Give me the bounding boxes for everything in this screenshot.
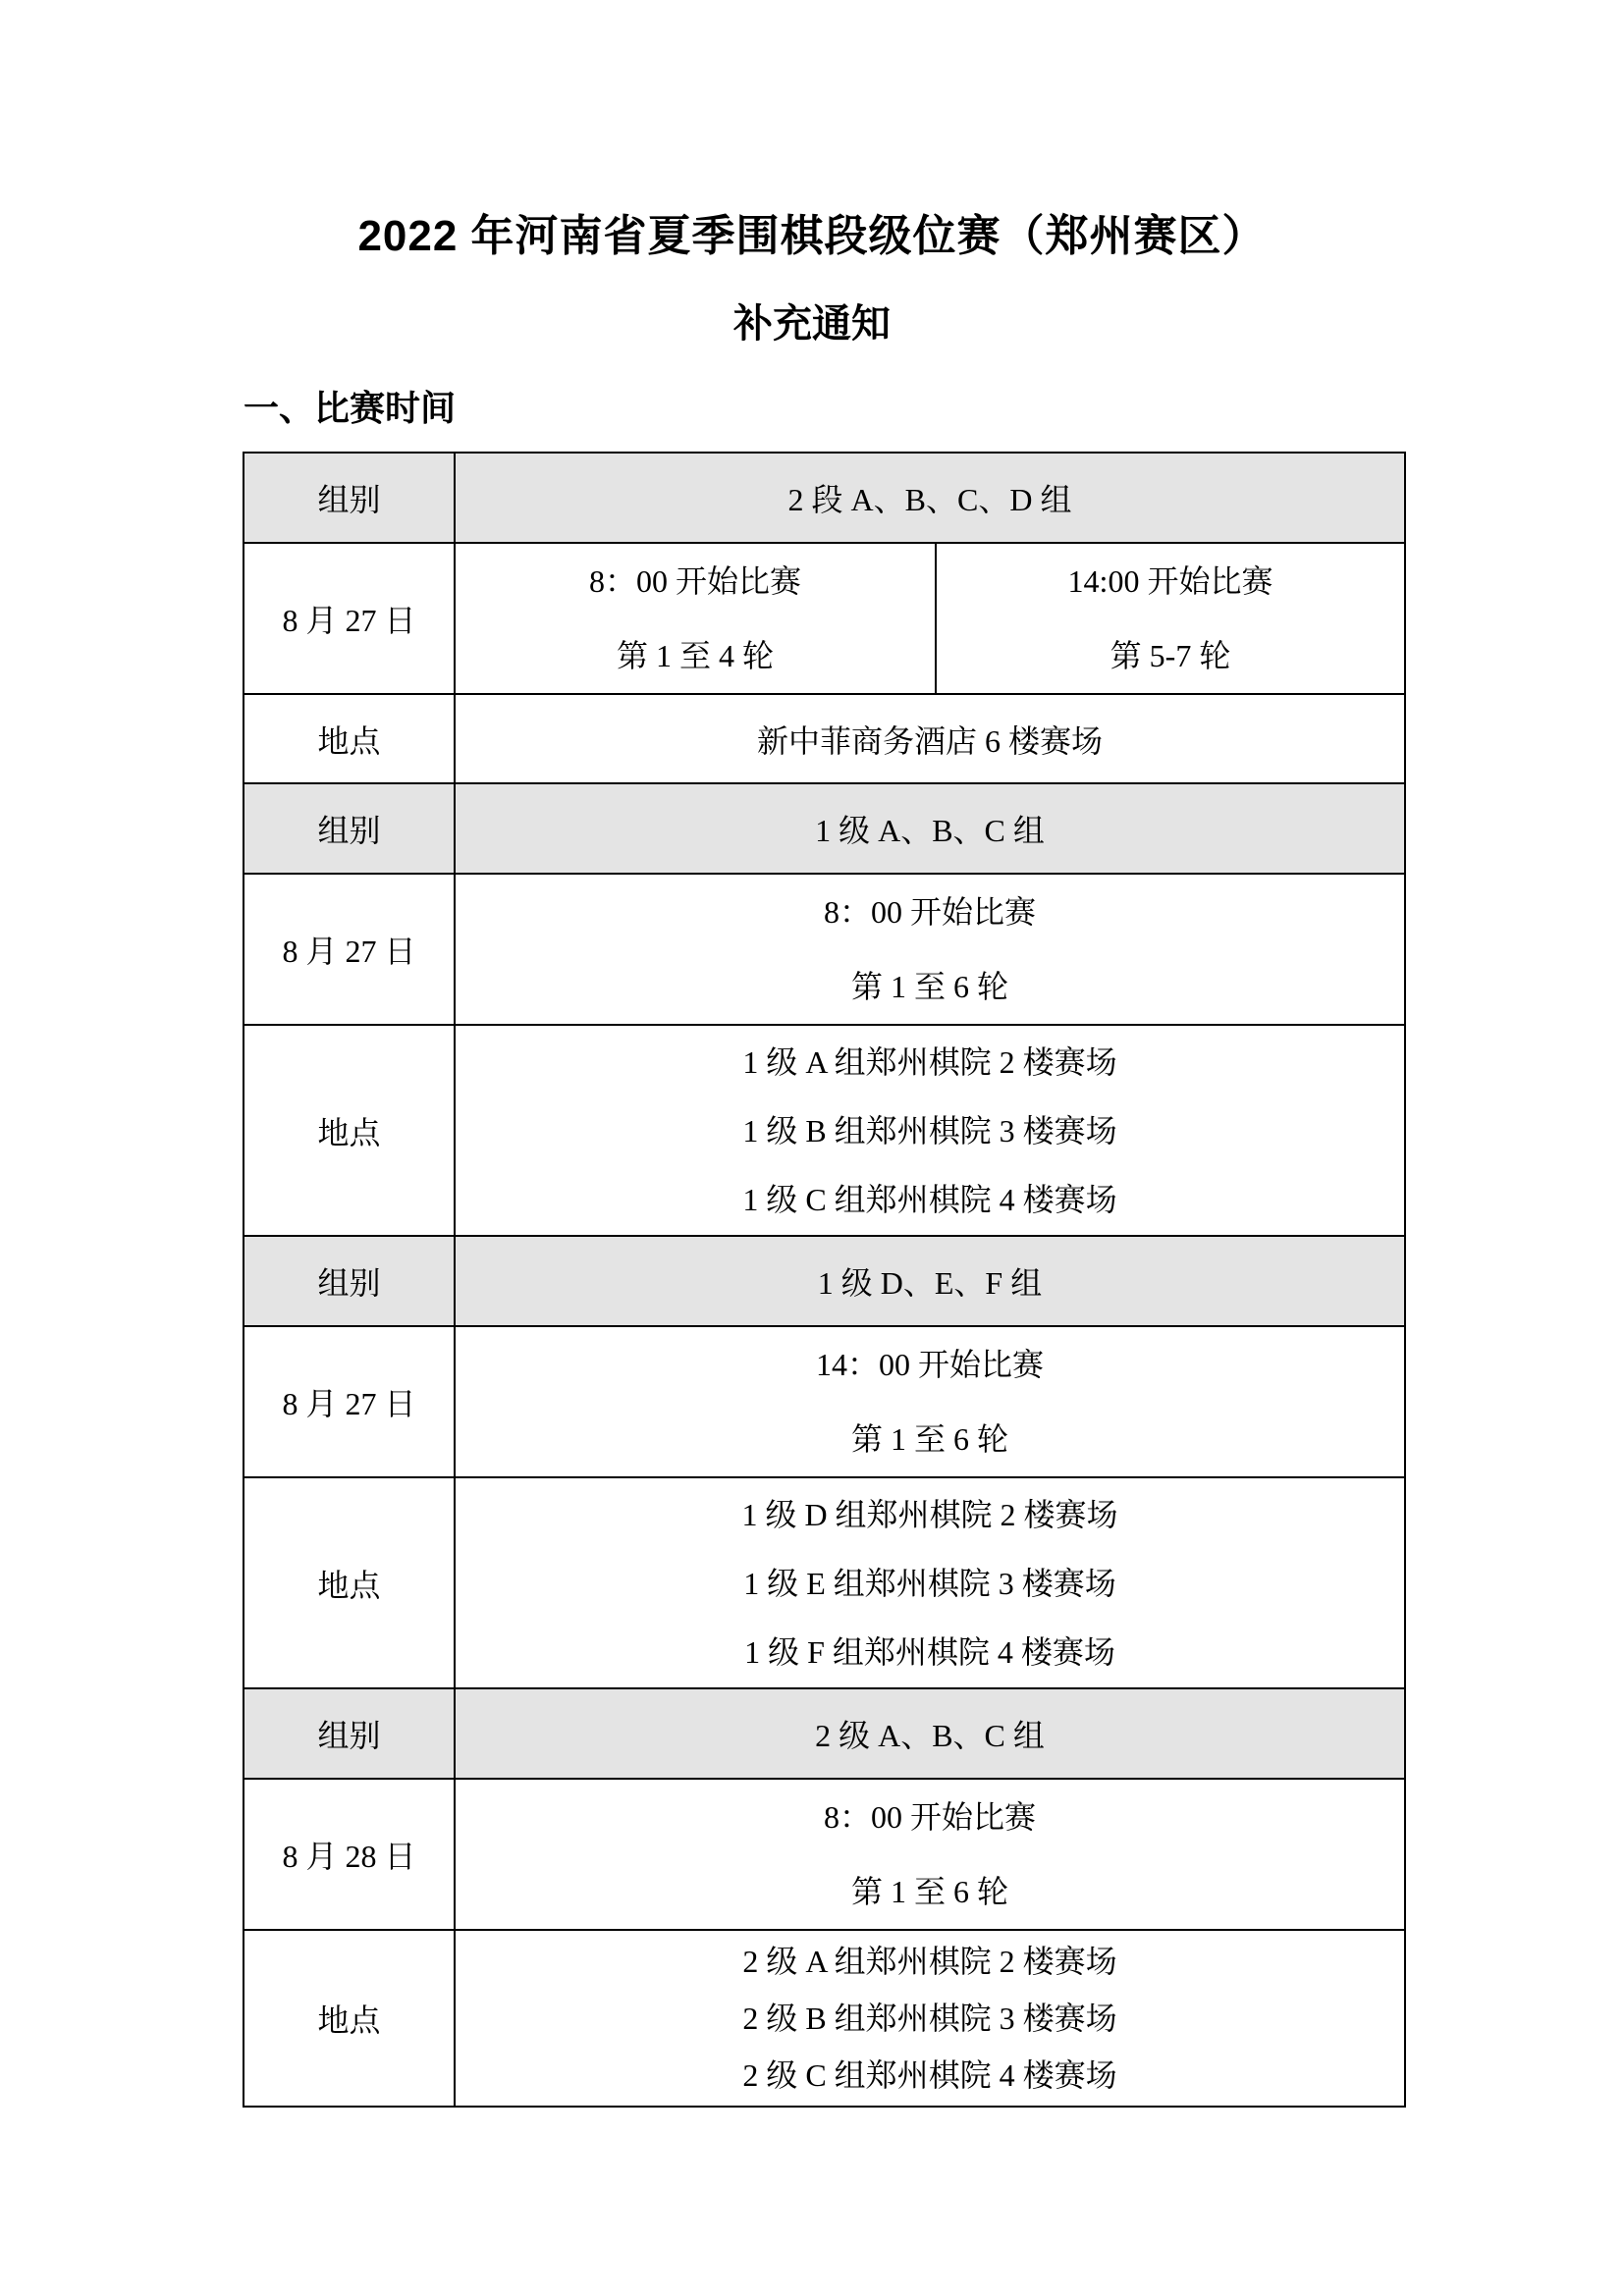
location-line: 1 级 C 组郑州棋院 4 楼赛场 [742,1181,1117,1217]
location-line: 2 级 B 组郑州棋院 3 楼赛场 [742,2001,1117,2037]
section-heading: 一、比赛时间 [244,388,457,429]
location-label-cell: 地点 [244,694,455,783]
group-label-cell: 组别 [244,1688,455,1779]
session-cell [455,874,1405,1025]
table-row-location [244,1025,1405,1236]
location-label-cell: 地点 [244,1025,455,1236]
session-time: 14：00 开始比赛 [816,1347,1045,1383]
location-label-cell: 地点 [244,1477,455,1688]
session-time: 8：00 开始比赛 [588,563,801,600]
location-value-cell [455,1930,1405,2107]
group-label-cell: 组别 [244,453,455,543]
location-line: 1 级 F 组郑州棋院 4 楼赛场 [744,1633,1115,1670]
location-line: 1 级 B 组郑州棋院 3 楼赛场 [742,1112,1117,1148]
location-line: 2 级 C 组郑州棋院 4 楼赛场 [742,2057,1117,2094]
date-cell: 8 月 27 日 [244,543,455,694]
table-row-group-header [244,783,1405,874]
table-row-schedule [244,543,1405,694]
session-rounds: 第 1 至 6 轮 [851,1421,1009,1458]
session-time: 14:00 开始比赛 [1067,563,1273,600]
table-row-group-header [244,453,1405,543]
session-time: 8：00 开始比赛 [824,1799,1037,1836]
location-line: 1 级 D 组郑州棋院 2 楼赛场 [741,1496,1118,1532]
table-row-location [244,694,1405,783]
table-row-schedule [244,1779,1405,1930]
location-value-cell: 新中菲商务酒店 6 楼赛场 [455,694,1405,783]
location-value-cell [455,1477,1405,1688]
table-row-group-header [244,1236,1405,1326]
date-cell: 8 月 28 日 [244,1779,455,1930]
doc-title: 2022 年河南省夏季围棋段级位赛（郑州赛区） [357,212,1267,260]
table-row-location [244,1477,1405,1688]
table-row-schedule [244,874,1405,1025]
group-value-cell: 2 段 A、B、C、D 组 [455,453,1405,543]
session-cell [455,543,936,694]
session-cell [936,543,1405,694]
group-value-cell: 2 级 A、B、C 组 [455,1688,1405,1779]
session-rounds: 第 1 至 6 轮 [851,969,1009,1005]
schedule-table [243,452,1406,2108]
group-value-cell: 1 级 A、B、C 组 [455,783,1405,874]
location-line: 2 级 A 组郑州棋院 2 楼赛场 [742,1944,1117,1980]
date-cell: 8 月 27 日 [244,874,455,1025]
session-rounds: 第 1 至 6 轮 [851,1874,1009,1910]
table-row-group-header [244,1688,1405,1779]
table-row-schedule [244,1326,1405,1477]
location-line: 1 级 E 组郑州棋院 3 楼赛场 [743,1565,1116,1601]
session-cell [455,1326,1405,1477]
location-value-cell [455,1025,1405,1236]
group-label-cell: 组别 [244,1236,455,1326]
doc-subtitle: 补充通知 [733,302,891,347]
session-rounds: 第 5-7 轮 [1110,638,1231,674]
session-rounds: 第 1 至 4 轮 [616,638,774,674]
session-time: 8：00 开始比赛 [824,894,1037,931]
group-value-cell: 1 级 D、E、F 组 [455,1236,1405,1326]
session-cell [455,1779,1405,1930]
table-row-location [244,1930,1405,2107]
date-cell: 8 月 27 日 [244,1326,455,1477]
group-label-cell: 组别 [244,783,455,874]
location-label-cell: 地点 [244,1930,455,2107]
location-line: 1 级 A 组郑州棋院 2 楼赛场 [742,1043,1117,1080]
